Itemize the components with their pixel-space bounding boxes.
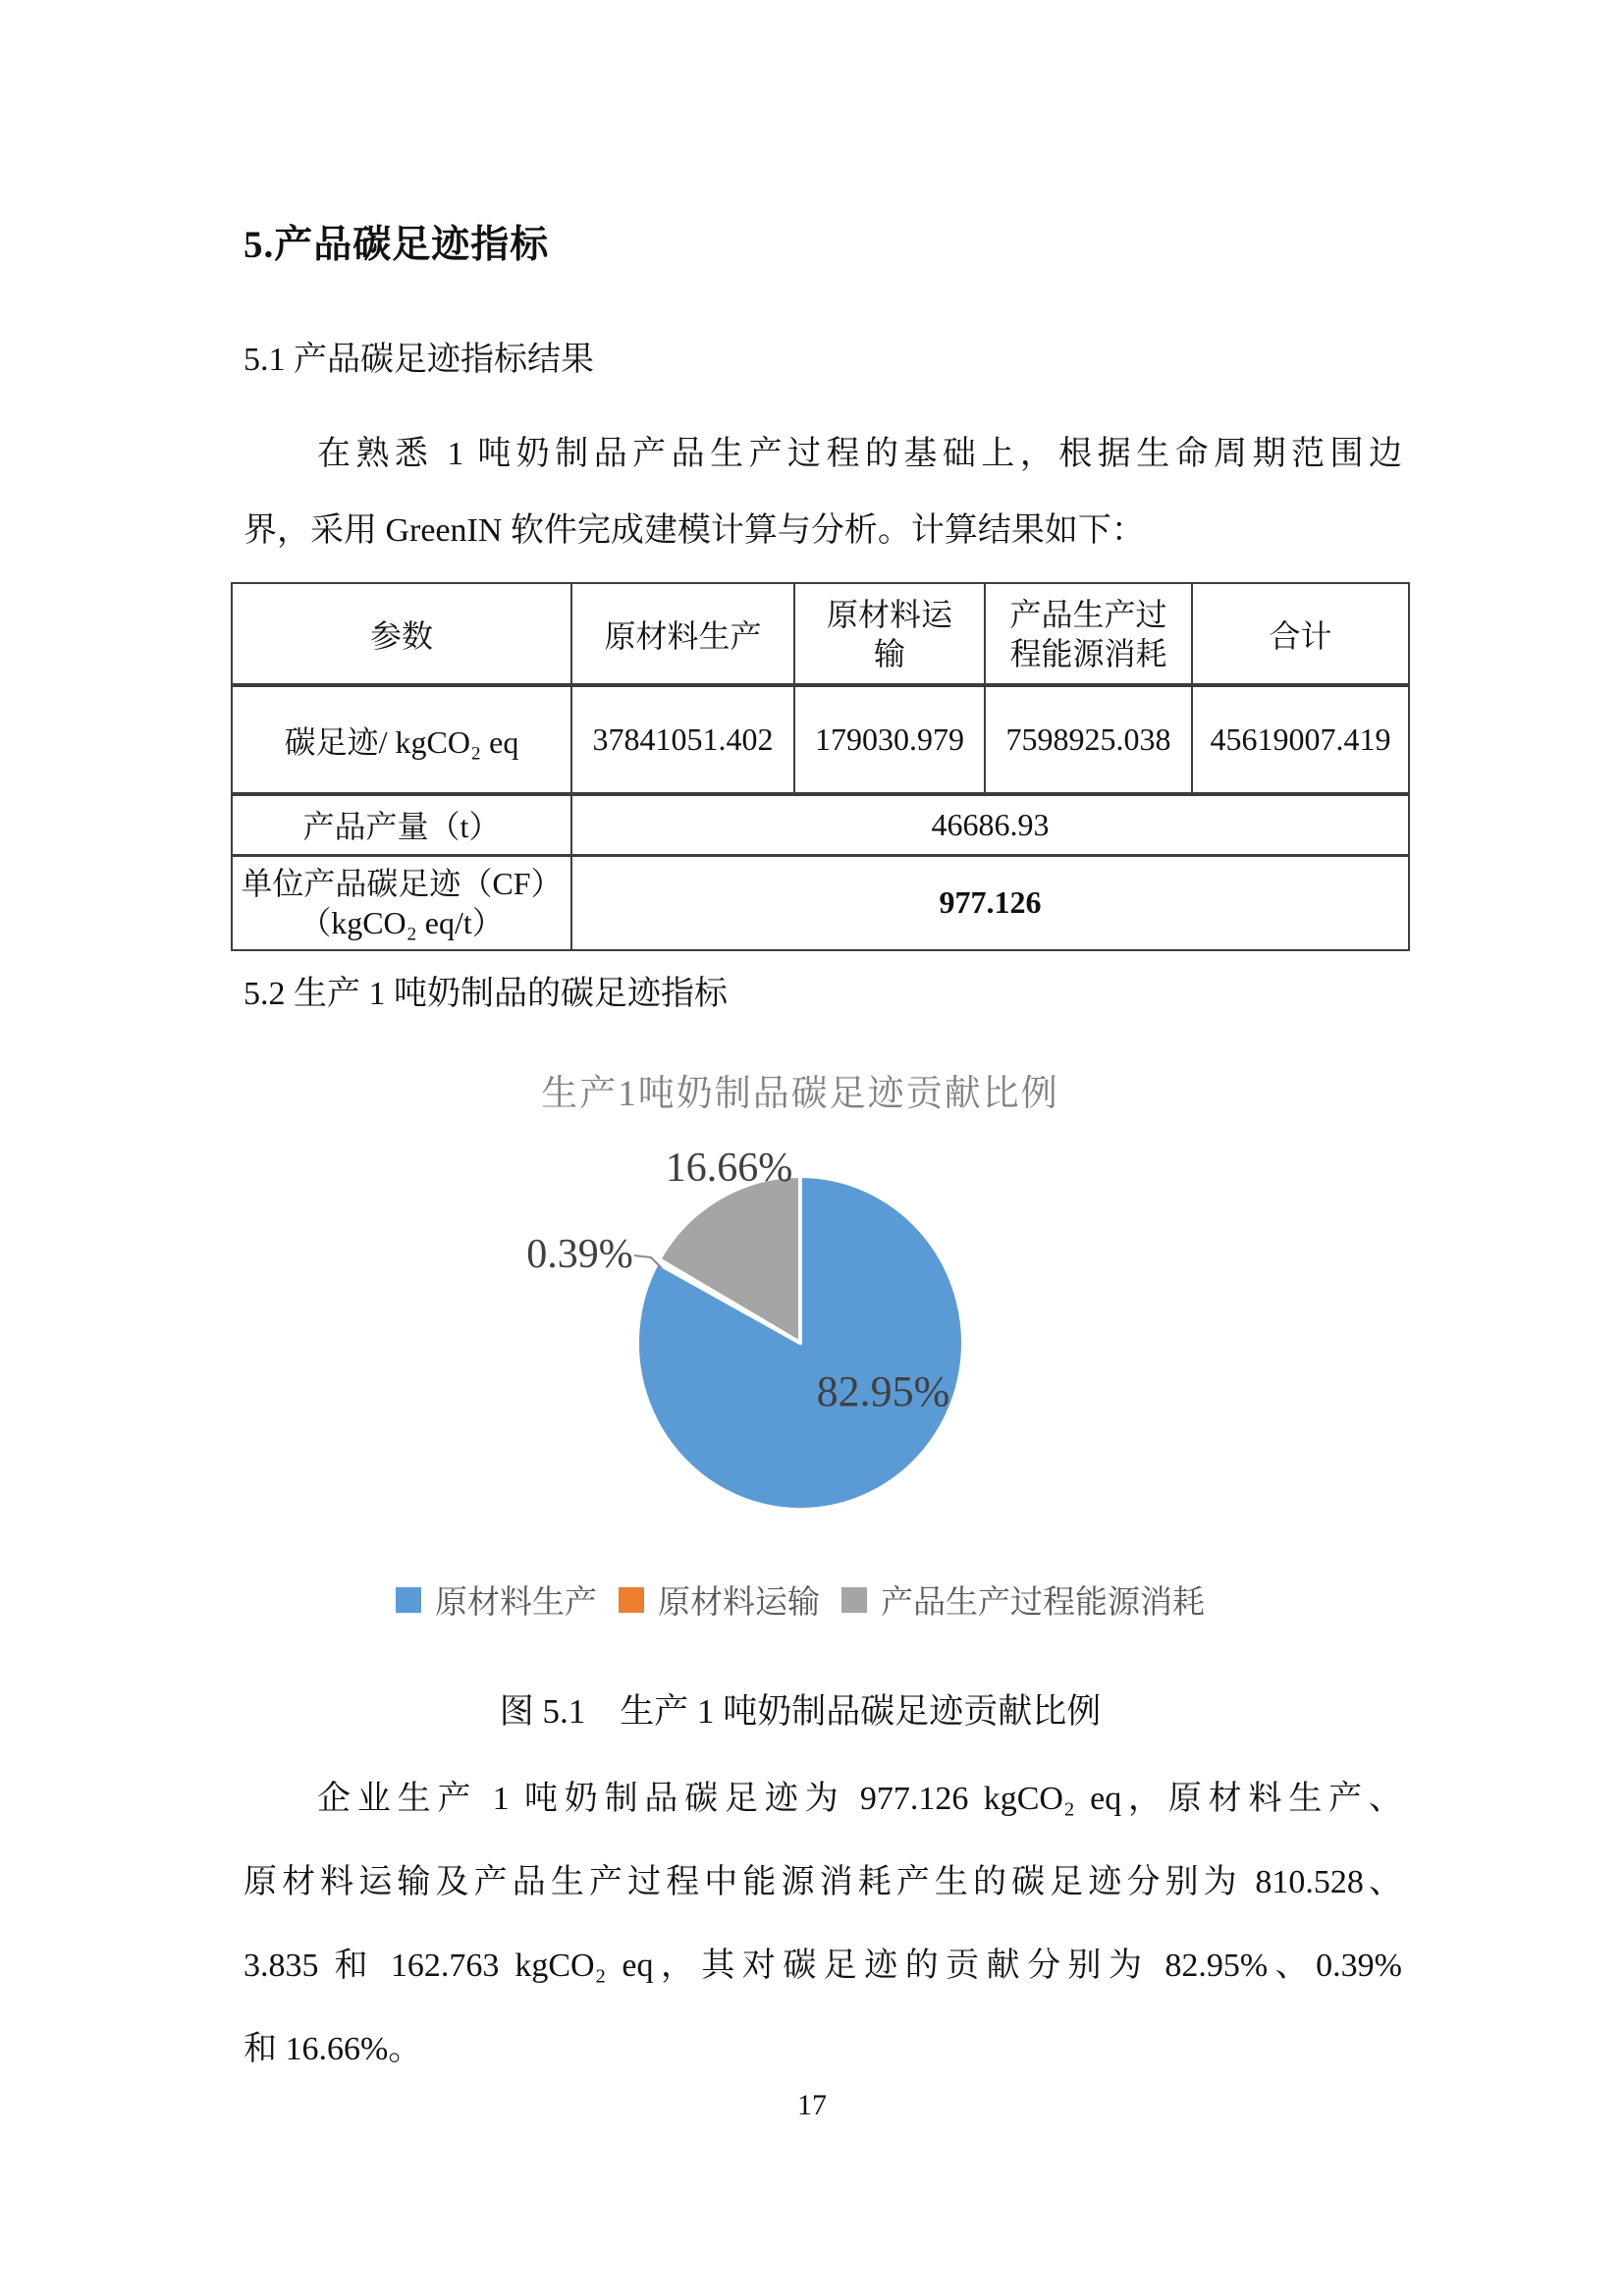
pie-chart-svg (623, 1164, 977, 1522)
table-row-output (232, 794, 1409, 855)
legend-item-raw-material-transport (619, 1576, 820, 1623)
legend-label: 原材料生产 (435, 1585, 597, 1621)
value-output: 46686.93 (571, 794, 1409, 855)
page-number: 17 (797, 2089, 827, 2121)
row-label-footprint: 碳足迹/ kgCO₂ eq (232, 685, 571, 794)
header-cell-raw-material-production: 原材料生产 (571, 583, 794, 685)
legend-label: 原材料运输 (658, 1585, 820, 1621)
paragraph-line: 企业生产 1 吨奶制品碳足迹为 977.126 kgCO₂ eq，原材料生产、 (317, 1781, 1402, 1817)
table-row-footprint (232, 685, 1409, 794)
carbon-footprint-table (231, 582, 1410, 951)
legend-swatch-gray-icon (841, 1587, 867, 1613)
row-label-unit-cf: 单位产品碳足迹（CF） （kgCO₂ eq/t） (232, 855, 571, 950)
legend-swatch-blue-icon (396, 1587, 421, 1613)
chart-legend (231, 1576, 1370, 1623)
section-heading: 5.产品碳足迹指标 (244, 224, 550, 266)
legend-item-raw-material-production (396, 1576, 597, 1623)
subsection-heading-5-1: 5.1 产品碳足迹指标结果 (244, 342, 594, 378)
legend-item-process-energy (841, 1576, 1205, 1623)
header-cell-parameter: 参数 (232, 583, 571, 685)
header-cell-process-energy: 产品生产过 程能源消耗 (985, 583, 1192, 685)
paragraph-line: 和 16.66%。 (244, 2031, 422, 2067)
paragraph-conclusion (244, 1757, 1402, 2091)
pie-chart-title: 生产1吨奶制品碳足迹贡献比例 (541, 1074, 1059, 1114)
value-process-energy: 7598925.038 (985, 685, 1192, 794)
header-cell-total: 合计 (1192, 583, 1409, 685)
paragraph-intro (244, 416, 1402, 569)
figure-caption: 图 5.1 生产 1 吨奶制品碳足迹贡献比例 (499, 1692, 1102, 1731)
value-unit-cf: 977.126 (571, 855, 1409, 950)
table-row-unit-cf (232, 855, 1409, 950)
paragraph-line: 在熟悉 1 吨奶制品产品生产过程的基础上，根据生命周期范围边 (317, 436, 1402, 472)
paragraph-line: 原材料运输及产品生产过程中能源消耗产生的碳足迹分别为 810.528、 (244, 1864, 1402, 1900)
value-raw-material-production: 37841051.402 (571, 685, 794, 794)
data-label-raw-material-production: 82.95% (816, 1367, 950, 1415)
data-label-process-energy: 16.66% (665, 1146, 793, 1191)
data-label-raw-material-transport: 0.39% (526, 1232, 633, 1277)
table-header-row (232, 583, 1409, 685)
paragraph-line: 3.835 和 162.763 kgCO₂ eq，其对碳足迹的贡献分别为 82.95%、0.39% (244, 1948, 1402, 1984)
row-label-output: 产品产量（t） (232, 794, 571, 855)
value-raw-material-transport: 179030.979 (794, 685, 985, 794)
legend-label: 产品生产过程能源消耗 (881, 1585, 1205, 1621)
subsection-heading-5-2: 5.2 生产 1 吨奶制品的碳足迹指标 (244, 976, 728, 1012)
pie-chart (623, 1164, 977, 1522)
legend-swatch-orange-icon (619, 1587, 644, 1613)
value-total: 45619007.419 (1192, 685, 1409, 794)
header-cell-raw-material-transport: 原材料运 输 (794, 583, 985, 685)
paragraph-line: 界，采用 GreenIN 软件完成建模计算与分析。计算结果如下： (244, 512, 1145, 549)
